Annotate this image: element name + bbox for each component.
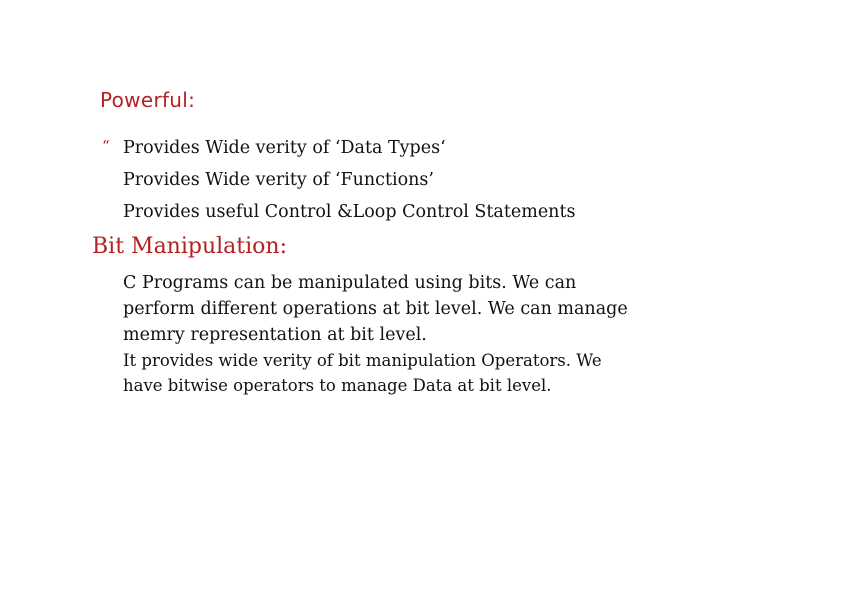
powerful-line-control: Provides useful Control &Loop Control Statements xyxy=(123,202,576,222)
powerful-line-functions: Provides Wide verity of ‘Functions’ xyxy=(123,170,434,190)
powerful-line-data-types: Provides Wide verity of ‘Data Types‘ xyxy=(123,138,446,158)
bits-line-3: memry representation at bit level. xyxy=(123,325,427,345)
bits-line-1: C Programs can be manipulated using bits. We can xyxy=(123,273,577,293)
bits-line-4: It provides wide verity of bit manipulation Operators. We xyxy=(123,351,602,370)
heading-bit-manipulation: Bit Manipulation: xyxy=(92,234,287,259)
bits-line-2: perform different operations at bit level. We can manage xyxy=(123,299,628,319)
bits-line-5: have bitwise operators to manage Data at bit level. xyxy=(123,376,552,395)
bullet-quote-icon: “ xyxy=(102,137,110,155)
heading-powerful: Powerful: xyxy=(100,88,196,112)
